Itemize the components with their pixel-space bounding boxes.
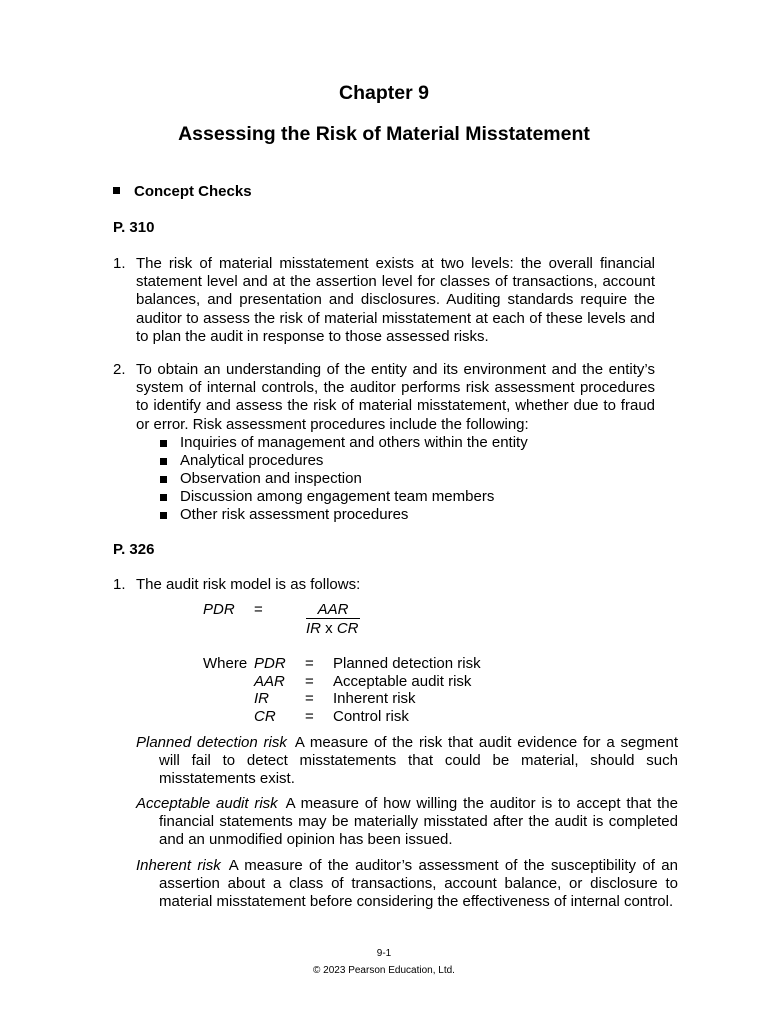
symbol-meaning: Control risk xyxy=(333,708,409,726)
list-item-text: To obtain an understanding of the entity and its environment and the entity’s system of internal controls, the auditor performs risk assessment procedures to identify and assess the risk of material misstatement, whether due to fraud or error. Risk assessment procedures include the following: xyxy=(136,361,655,433)
list-item xyxy=(113,361,655,524)
footer-page-number: 9-1 xyxy=(376,948,392,959)
definition-term: Inherent risk xyxy=(136,857,221,874)
symbol-definitions xyxy=(203,655,523,726)
definition-text: A measure of the auditor’s assessment of the susceptibility of an assertion about a class of transactions, account balance, or disclosure to material misstatement before considering the effectiveness of internal control. xyxy=(159,857,678,911)
symbol-row: CR = Control risk xyxy=(254,708,409,726)
audit-risk-formula xyxy=(203,601,403,641)
formula-denominator: IR x CR xyxy=(306,620,359,637)
section-heading-label: Concept Checks xyxy=(134,183,252,200)
definition-inherent-risk xyxy=(136,857,678,912)
square-bullet-icon xyxy=(160,440,167,447)
page-reference-310: P. 310 xyxy=(113,219,155,236)
list-item-number: 1. xyxy=(113,255,126,272)
bullet-item: Inquiries of management and others within the entity xyxy=(158,434,655,452)
bullet-item: Discussion among engagement team members xyxy=(158,488,655,506)
list-item-number: 1. xyxy=(113,576,126,593)
list-item-number: 2. xyxy=(113,361,126,378)
definition-term: Planned detection risk xyxy=(136,734,287,751)
where-label: Where xyxy=(203,655,248,672)
bullet-item: Analytical procedures xyxy=(158,452,655,470)
formula-equals: = xyxy=(254,601,263,618)
square-bullet-icon xyxy=(113,187,120,194)
document-title: Assessing the Risk of Material Misstatement xyxy=(178,123,590,145)
symbol-meaning: Planned detection risk xyxy=(333,655,481,672)
section-heading xyxy=(113,183,252,200)
square-bullet-icon xyxy=(160,458,167,465)
bullet-item: Other risk assessment procedures xyxy=(158,506,655,524)
list-item xyxy=(113,255,655,346)
procedure-bullet-list xyxy=(136,434,655,524)
footer-copyright: © 2023 Pearson Education, Ltd. xyxy=(313,965,455,976)
symbol-row: Where PDR = Planned detection risk xyxy=(203,655,481,672)
square-bullet-icon xyxy=(160,494,167,501)
symbol-row: IR = Inherent risk xyxy=(254,690,416,708)
list-item xyxy=(113,576,655,594)
formula-lhs: PDR xyxy=(203,601,235,618)
definition-acceptable-audit-risk xyxy=(136,795,678,850)
symbol: PDR xyxy=(254,655,286,672)
formula-numerator: AAR xyxy=(306,601,360,619)
definition-text: A measure of how willing the auditor is to accept that the financial statements may be materially misstated after the audit is completed and an unmodified opinion has been issued. xyxy=(159,795,678,849)
symbol-row: AAR = Acceptable audit risk xyxy=(254,672,472,690)
definition-term: Acceptable audit risk xyxy=(136,795,278,812)
list-item-text: The audit risk model is as follows: xyxy=(136,576,361,593)
symbol: IR xyxy=(254,690,269,708)
definition-text: A measure of the risk that audit evidence for a segment will fail to detect misstatements that could be material, should such misstatements exist. xyxy=(159,734,679,788)
symbol-meaning: Acceptable audit risk xyxy=(333,672,472,690)
square-bullet-icon xyxy=(160,512,167,519)
list-item-text: The risk of material misstatement exists at two levels: the overall financial statement level and at the assertion level for classes of transactions, account balances, and presentation and disclosures. Auditing standards require the auditor to assess the risk of material misstatement at each of these levels and to plan the audit in response to those assessed risks. xyxy=(136,255,655,345)
symbol: AAR xyxy=(254,672,285,690)
symbol-meaning: Inherent risk xyxy=(333,690,416,708)
definition-planned-detection-risk xyxy=(136,734,678,789)
chapter-title: Chapter 9 xyxy=(339,82,429,104)
symbol: CR xyxy=(254,708,276,726)
page-reference-326: P. 326 xyxy=(113,541,155,558)
bullet-item: Observation and inspection xyxy=(158,470,655,488)
square-bullet-icon xyxy=(160,476,167,483)
